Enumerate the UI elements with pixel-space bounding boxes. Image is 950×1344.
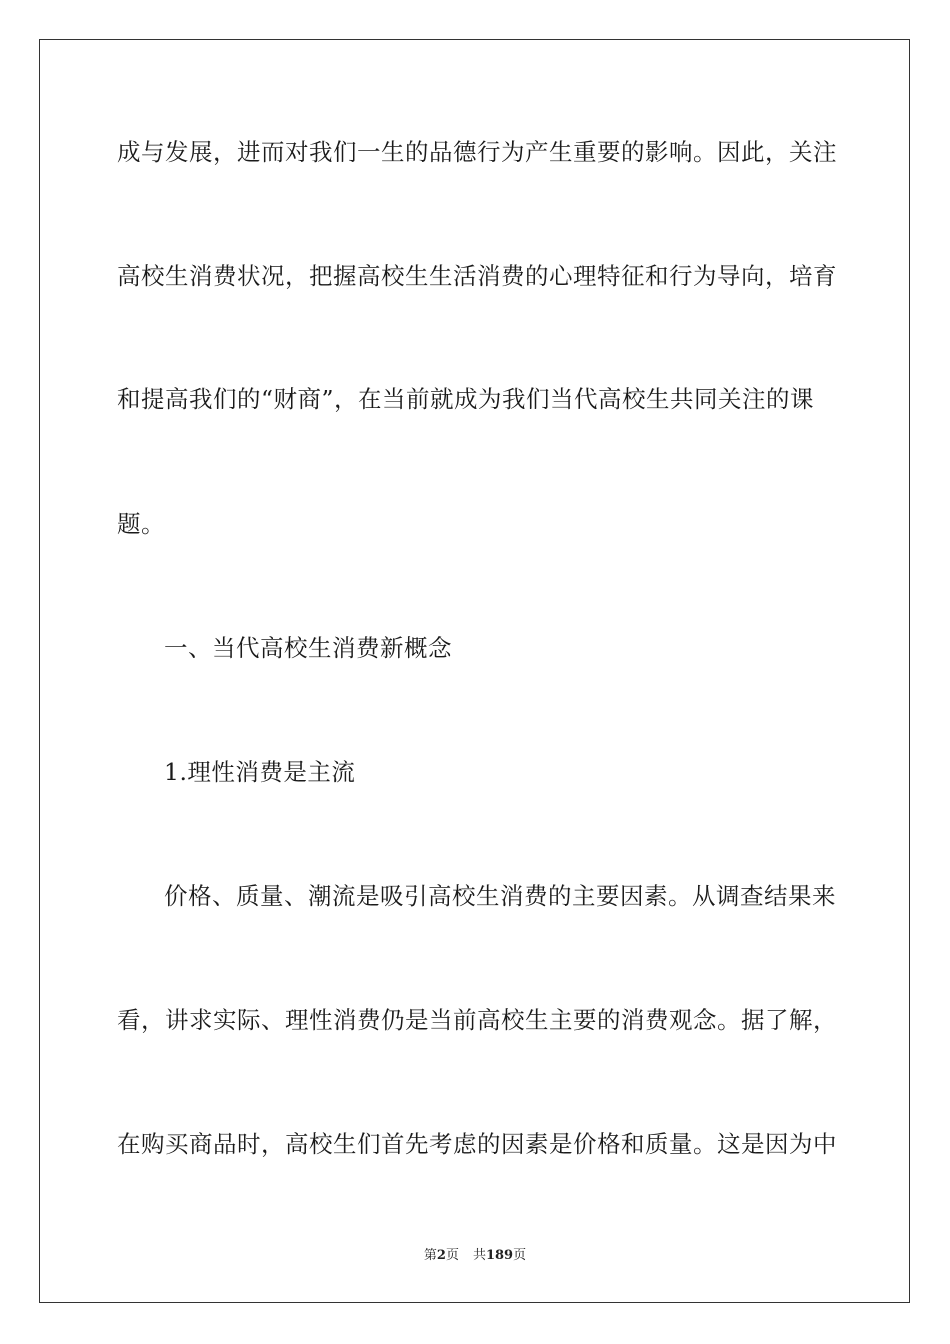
total-prefix: 共: [472, 1248, 486, 1263]
body-text-line: 高校生消费状况，把握高校生生活消费的心理特征和行为导向，培育: [117, 262, 837, 290]
total-pages: 189: [485, 1248, 514, 1263]
page-border: [39, 39, 910, 1303]
body-text-line: 题。: [117, 510, 165, 538]
total-suffix: 页: [513, 1248, 527, 1263]
body-text-line: 在购买商品时，高校生们首先考虑的因素是价格和质量。这是因为中: [117, 1130, 837, 1158]
body-text-line: 成与发展，进而对我们一生的品德行为产生重要的影响。因此，关注: [117, 138, 837, 166]
section-heading: 一、当代高校生消费新概念: [164, 634, 452, 662]
subsection-heading: 1.理性消费是主流: [164, 758, 356, 786]
body-text-line: 价格、质量、潮流是吸引高校生消费的主要因素。从调查结果来: [164, 882, 836, 910]
body-text-line: 看，讲求实际、理性消费仍是当前高校生主要的消费观念。据了解，: [117, 1006, 837, 1034]
page-suffix: 页: [445, 1248, 459, 1263]
page-number: 2: [436, 1248, 446, 1263]
body-text-line: 和提高我们的“财商”，在当前就成为我们当代高校生共同关注的课: [117, 385, 815, 413]
page-prefix: 第: [423, 1248, 437, 1263]
page-footer: [0, 1248, 950, 1264]
